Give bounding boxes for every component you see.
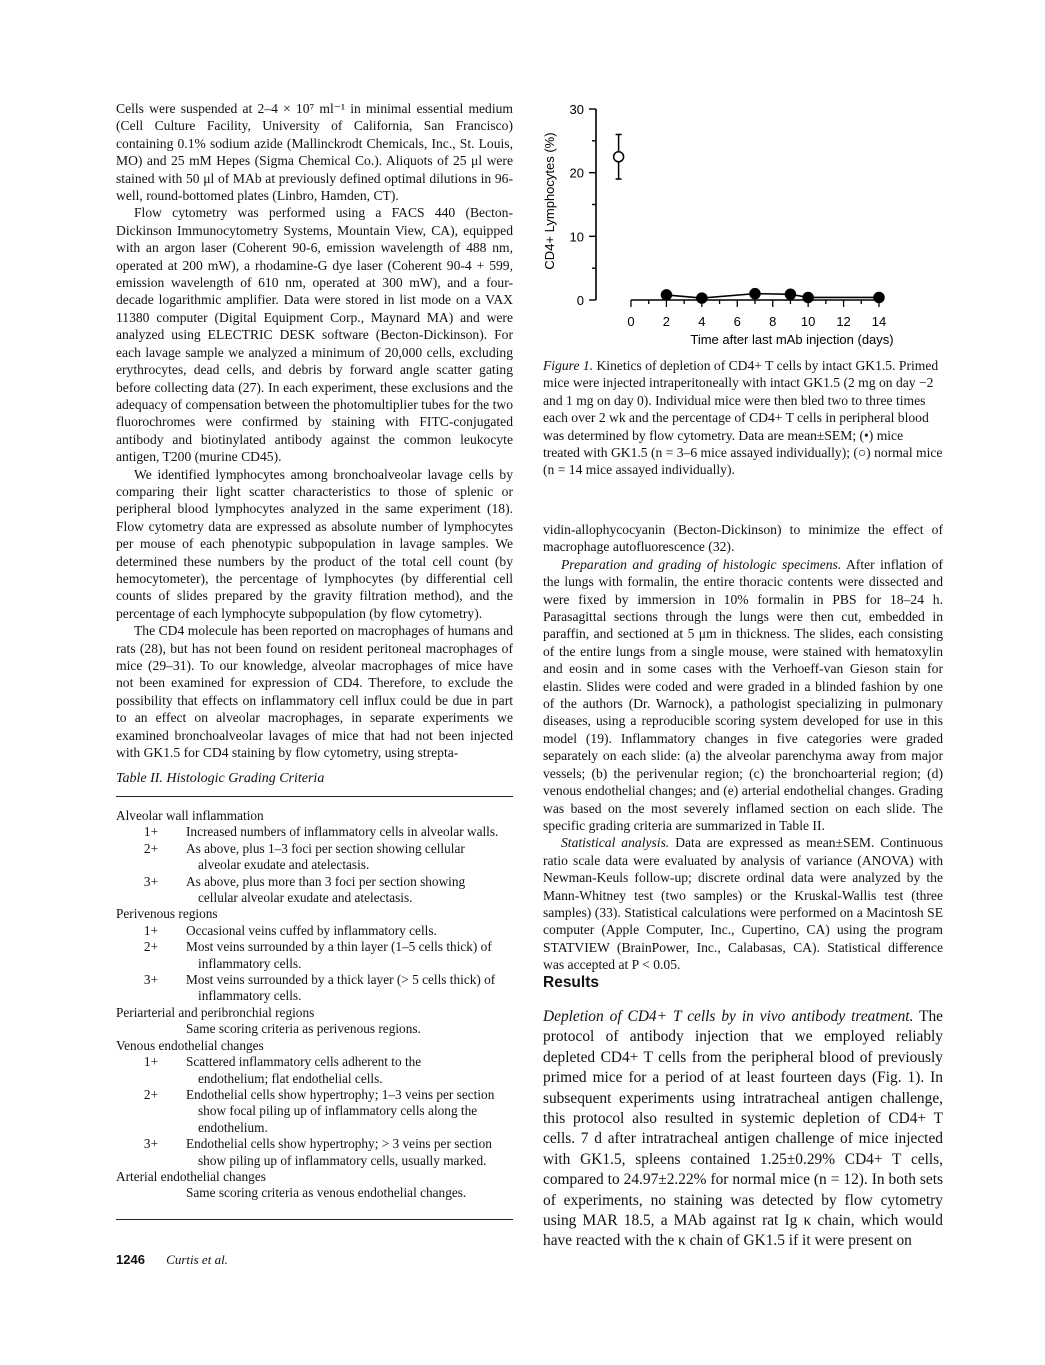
paragraph: [543, 556, 943, 835]
table-section-heading: Alveolar wall inflammation: [116, 808, 264, 823]
caption-label: Figure 1.: [543, 358, 594, 373]
x-tick-label: 12: [836, 314, 851, 329]
table-top-rule: [116, 796, 513, 797]
results-section: [543, 1007, 943, 1252]
paragraph: [543, 834, 943, 973]
grade: 3+: [143, 1136, 159, 1152]
table-row: [116, 939, 516, 972]
grade-description: [186, 1087, 516, 1136]
data-point-gk15: [874, 292, 884, 302]
description-line: Most veins surrounded by a thick layer (> 5 cells thick) of: [186, 972, 496, 988]
page-footer: [116, 1252, 228, 1268]
description-line: show focal piling up of inflammatory cells along the: [198, 1103, 478, 1119]
grade: 1+: [143, 1054, 159, 1070]
table-row: [116, 874, 516, 907]
paragraph-text: After inflation of the lungs with formalin, the entire thoracic contents were dissected and were fixed by immersion in 10% formalin in PBS for 18–24 h. Parasagittal sections through the lungs were then cut, embedded in paraffin, and sectioned at 5 μm in thickness. The slides, each consisting of the entire lungs from a single mouse, were stained with hematoxylin and eosin and in some cases with the Verhoeff-van Gieson stain for elastin. Slides were coded and were graded in a blinded fashion by one of the authors (Dr. Warnock), a pathologist specializing in pulmonary diseases, using a reproducible scoring system developed for use in this model (19). Inflammatory changes in five categories were graded separately on each slide: (a) the alveolar parenchyma away from major vessels; (b) the perivenular region; (c) the bronchoarterial region; (d) venous endothelial changes; and (e) arterial endothelial changes. Grading was based on the most severely inflamed section on each slide. The specific grading criteria are summarized in Table II.: [543, 556, 943, 833]
description-line: Occasional veins cuffed by inflammatory cells.: [186, 922, 437, 938]
paragraph-text: The protocol of antibody injection that we employed reliably depleted CD4+ T cells from the peripheral blood of previously primed mice for a period of at least fourteen days (Fig. 1). In subsequent experiments using intratracheal antigen challenge, this protocol also resulted in systemic depletion of CD4+ T cells. 7 d after intratracheal antigen challenge of mice injected with GK1.5, spleens contained 1.25±0.29% CD4+ T cells, compared to 24.97±2.22% for normal mice (n = 12). In both sets of experiments, no staining was detected by flow cytometry using MAR 18.5, a MAb against rat Ig κ chain, which would have reacted with the κ chain of GK1.5 if it were present on: [543, 1008, 943, 1250]
grade: 3+: [143, 873, 159, 889]
paragraph: [543, 1007, 943, 1252]
grade: 1+: [143, 922, 159, 938]
table-row: [116, 824, 516, 840]
table-same-criteria: Same scoring criteria as venous endothelial changes.: [186, 1185, 467, 1201]
grade: 1+: [143, 824, 159, 840]
paragraph: The CD4 molecule has been reported on macrophages of humans and rats (28), but has not been found on resident peritoneal macrophages of mice (29–31). To our knowledge, alveolar macrophages of mice have not been examined for expression of CD4. Therefore, to exclude the possibility that effects on inflammatory cell influx could be due in part to an effect on alveolar macrophages, in separate experiments we examined bronchoalveolar lavages of mice that had not been injected with GK1.5 for CD4 staining by flow cytometry, using strepta-: [116, 623, 513, 761]
grade: 2+: [143, 939, 159, 955]
x-tick-label: 4: [698, 314, 706, 329]
data-point-normal: [614, 152, 624, 162]
grade-description: [186, 972, 516, 1005]
paragraph: Flow cytometry was performed using a FACS 440 (Becton-Dickinson Immunocytometry Systems, Mountain View, CA), equipped with an argon laser (Coherent 90-6, emission wavelength of 488 nm, operated at 200 mW), a rhodamine-G dye laser (Coherent 90-4 + 599, emission wavelength of 610 nm, operated at 300 mW), and a four-decade logarithmic amplifier. Data were stored in list mode on a VAX 11380 computer (Digital Equipment Corp., Maynard MA) and were analyzed using ELECTRIC DESK software (Becton-Dickinson). For each lavage sample we analyzed a minimum of 20,000 cells, excluding erythrocytes, dead cells, and debris by forward angle scatter gating before collecting data (27). In each experiment, these exclusions and the adequacy of compensation between the photomultiplier tubes for the two fluorochromes were confirmed by staining with FITC-conjugated antibody and biotinylated antibody against the common leukocyte antigen, T200 (murine CD45).: [116, 205, 513, 465]
x-tick-label: 0: [627, 314, 635, 329]
paragraph-lead: Statistical analysis.: [561, 835, 670, 851]
description-line: As above, plus more than 3 foci per section showing: [186, 873, 466, 889]
grade-description: [186, 1136, 516, 1169]
table-bottom-rule: [116, 1219, 513, 1220]
table-row: [116, 972, 516, 1005]
left-column: [116, 100, 513, 761]
table-row: [116, 923, 516, 939]
figure-1-chart: [532, 96, 952, 356]
description-line: alveolar exudate and atelectasis.: [198, 857, 370, 873]
description-line: show piling up of inflammatory cells, usually marked.: [198, 1152, 487, 1168]
data-point-gk15: [785, 289, 795, 299]
table-row: [116, 1087, 516, 1136]
description-line: inflammatory cells.: [198, 988, 302, 1004]
paragraph-text: vidin-allophycocyanin (Becton-Dickinson) to minimize the effect of macrophage autofluorescence (32).: [543, 522, 943, 555]
x-tick-label: 8: [769, 314, 777, 329]
data-point-gk15: [803, 292, 813, 302]
description-line: Endothelial cells show hypertrophy; 1–3 veins per section: [186, 1086, 495, 1102]
paragraph: Cells were suspended at 2–4 × 10⁷ ml⁻¹ in minimal essential medium (Cell Culture Facility, University of California, San Francisco) containing 0.1% sodium azide (Mallinckrodt Chemicals, Inc., St. Louis, MO) and 25 mM Hepes (Sigma Chemical Co.). Aliquots of 25 μl were stained with 50 μl of MAb at previously defined optimal dilutions in 96-well, round-bottomed plates (Linbro, Hamden, CT).: [116, 101, 513, 204]
table-section-heading: Periarterial and peribronchial regions: [116, 1004, 315, 1020]
grade: 3+: [143, 972, 159, 988]
data-point-gk15: [750, 289, 760, 299]
table-row: [116, 1136, 516, 1169]
x-tick-label: 10: [800, 314, 816, 329]
figure-caption: [543, 357, 943, 479]
data-point-gk15: [697, 293, 707, 303]
paragraph-lead: Depletion of CD4+ T cells by in vivo antibody treatment.: [543, 1008, 914, 1025]
x-tick-label: 6: [733, 314, 741, 329]
description-line: endothelium; flat endothelial cells.: [198, 1070, 383, 1086]
paragraph-text: Data are expressed as mean±SEM. Continuous ratio scale data were evaluated by analysis of variance (ANOVA) with Newman-Keuls follow-up; discrete ordinal data were analyzed by the Mann-Whitney test (two samples) or the Kruskal-Wallis test (three samples) (33). Statistical calculations were performed on a Macintosh SE computer (Apple Computer, Inc., Cupertino, CA) using the program STATVIEW (BrainPower, Inc., Calabasas, CA). Statistical difference was accepted at P < 0.05.: [543, 835, 943, 973]
table-same-criteria: Same scoring criteria as perivenous regions.: [186, 1021, 421, 1037]
grade-description: [186, 824, 516, 840]
y-tick-label: 20: [569, 165, 584, 181]
results-heading: Results: [543, 974, 599, 991]
grade-description: [186, 874, 516, 907]
grade-description: [186, 841, 516, 874]
data-point-gk15: [661, 290, 671, 300]
right-column: [543, 521, 943, 974]
paragraph: [543, 521, 943, 556]
y-axis-label: CD4+ Lymphocytes (%): [542, 132, 557, 270]
description-line: Scattered inflammatory cells adherent to the: [186, 1054, 422, 1070]
x-axis-label: Time after last mAb injection (days): [690, 332, 894, 347]
page-number: 1246: [116, 1252, 145, 1267]
running-authors: Curtis et al.: [166, 1252, 228, 1267]
description-line: Most veins surrounded by a thin layer (1–5 cells thick) of: [186, 939, 492, 955]
x-tick-label: 2: [662, 314, 671, 329]
grade-description: [186, 1054, 516, 1087]
description-line: endothelium.: [198, 1119, 268, 1135]
grading-table: [116, 808, 516, 1202]
grade-description: [186, 939, 516, 972]
x-tick-label: 14: [871, 314, 887, 329]
grade: 2+: [143, 840, 159, 856]
description-line: As above, plus 1–3 foci per section showing cellular: [186, 840, 465, 856]
table-section-heading: Venous endothelial changes: [116, 1037, 264, 1053]
table-section-heading: Arterial endothelial changes: [116, 1168, 266, 1184]
description-line: inflammatory cells.: [198, 955, 302, 971]
grade-description: [186, 923, 516, 939]
description-line: Endothelial cells show hypertrophy; > 3 veins per section: [186, 1136, 492, 1152]
grade: 2+: [143, 1086, 159, 1102]
description-line: Increased numbers of inflammatory cells in alveolar walls.: [186, 824, 499, 840]
table-row: [116, 841, 516, 874]
paragraph: We identified lymphocytes among bronchoalveolar lavage cells by comparing their light scatter characteristics to those of splenic or peripheral blood lymphocytes analyzed in the same experiment (18). Flow cytometry data are expressed as absolute number of lymphocytes per mouse of each phenotypic subpopulation in lavage samples. We determined these numbers by the product of the total cell count (by hemocytometer), the percentage of lymphocytes (by differential cell counts of slides prepared by the gravity filtration method), and the percentage of each lymphocyte subpopulation (by flow cytometry).: [116, 466, 513, 621]
y-tick-label: 0: [576, 293, 584, 308]
paragraph-lead: Preparation and grading of histologic specimens.: [561, 556, 842, 572]
description-line: cellular alveolar exudate and atelectasis.: [198, 890, 413, 906]
y-tick-label: 30: [569, 102, 584, 117]
y-tick-label: 10: [569, 229, 584, 245]
table-row: [116, 1054, 516, 1087]
table-title: Table II. Histologic Grading Criteria: [116, 771, 325, 786]
chart-svg: [532, 96, 952, 356]
caption-text: Kinetics of depletion of CD4+ T cells by intact GK1.5. Primed mice were injected intraperitoneally with intact GK1.5 (2 mg on day −2 and 1 mg on day 0). Individual mice were then bled two to three times each over 2 wk and the percentage of CD4+ T cells in peripheral blood was determined by flow cytometry. Data are mean±SEM; (•) mice treated with GK1.5 (n = 3–6 mice assayed individually); (○) normal mice (n = 14 mice assayed individually).: [543, 358, 943, 478]
table-section-heading: Perivenous regions: [116, 906, 218, 922]
